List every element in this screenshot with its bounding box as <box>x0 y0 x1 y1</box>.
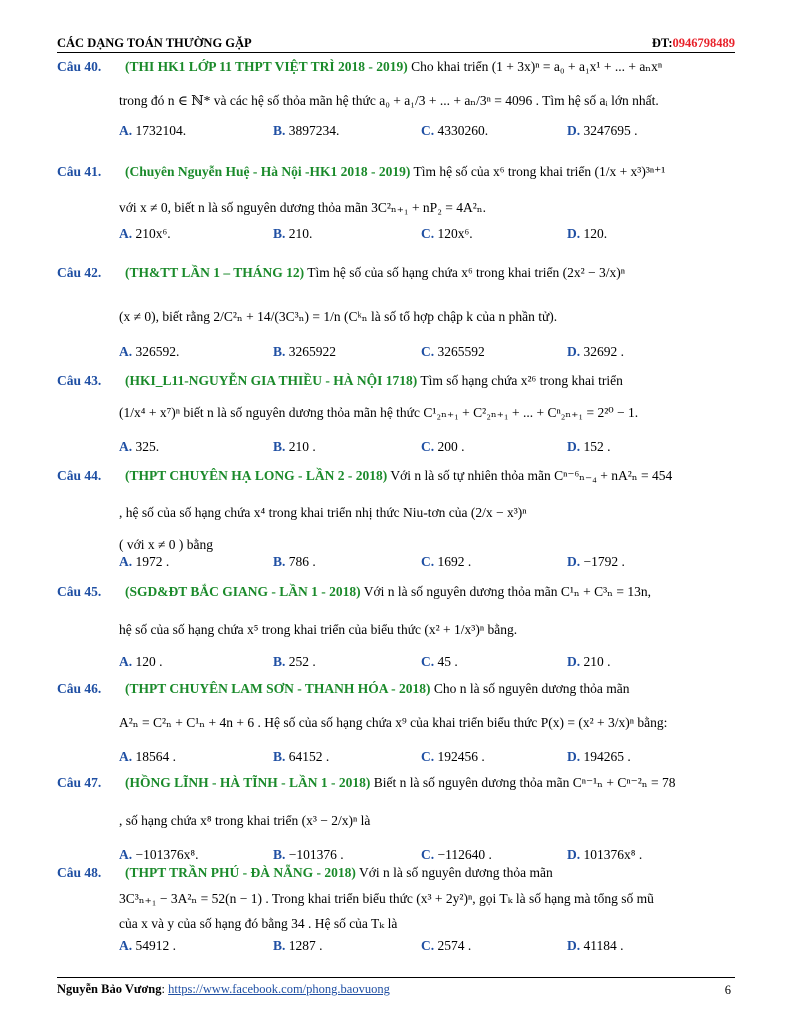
question-stem: (THPT CHUYÊN LAM SƠN - THANH HÓA - 2018) Cho n là số nguyên dương thỏa mãn <box>125 681 630 696</box>
question-number: Câu 48. <box>57 865 102 880</box>
question-source: (SGD&ĐT BẮC GIANG - LẦN 1 - 2018) <box>125 584 361 599</box>
question-stem: (THI HK1 LỚP 11 THPT VIỆT TRÌ 2018 - 2019) Cho khai triển (1 + 3x)ⁿ = a₀ + a₁x¹ + ... + aₙxⁿ <box>125 59 663 74</box>
option-d[interactable]: D. 120. <box>567 226 608 241</box>
question-stem-line: A²ₙ = C²ₙ + C¹ₙ + 4n + 6 . Hệ số của số hạng chứa x⁹ của khai triển biểu thức P(x) = (x² + 3/x)ⁿ bằng: <box>119 715 668 730</box>
header-title: CÁC DẠNG TOÁN THƯỜNG GẶP <box>57 36 252 50</box>
option-d[interactable]: D. 152 . <box>567 439 611 454</box>
question-number: Câu 42. <box>57 265 102 280</box>
option-c[interactable]: C. 120x⁶. <box>421 226 473 241</box>
question-source: (THPT TRẦN PHÚ - ĐÀ NẴNG - 2018) <box>125 865 356 880</box>
option-c[interactable]: C. −112640 . <box>421 847 492 862</box>
option-b[interactable]: B. −101376 . <box>273 847 344 862</box>
question-number: Câu 41. <box>57 164 102 179</box>
page-number: 6 <box>724 983 731 997</box>
question-stem-line: (1/x⁴ + x⁷)ⁿ biết n là số nguyên dương thỏa mãn hệ thức C¹₂ₙ₊₁ + C²₂ₙ₊₁ + ... + Cⁿ₂ₙ₊₁ = 2²⁰ − 1. <box>119 405 639 420</box>
question-source: (TH&TT LẦN 1 – THÁNG 12) <box>125 265 305 280</box>
question-source: (THPT CHUYÊN LAM SƠN - THANH HÓA - 2018) <box>125 681 431 696</box>
option-c[interactable]: C. 45 . <box>421 654 458 669</box>
option-d[interactable]: D. −1792 . <box>567 554 625 569</box>
option-b[interactable]: B. 786 . <box>273 554 316 569</box>
question-source: (Chuyên Nguyễn Huệ - Hà Nội -HK1 2018 - 2019) <box>125 164 411 179</box>
option-a[interactable]: A. 54912 . <box>119 938 176 953</box>
option-c[interactable]: C. 2574 . <box>421 938 472 953</box>
footer-link[interactable]: https://www.facebook.com/phong.baovuong <box>168 982 390 996</box>
option-a[interactable]: A. 1732104. <box>119 123 187 138</box>
option-c[interactable]: C. 192456 . <box>421 749 485 764</box>
option-d[interactable]: D. 32692 . <box>567 344 624 359</box>
option-a[interactable]: A. 210x⁶. <box>119 226 171 241</box>
question-source: (THPT CHUYÊN HẠ LONG - LẦN 2 - 2018) <box>125 468 388 483</box>
option-a[interactable]: A. 326592. <box>119 344 180 359</box>
question-stem-line: hệ số của số hạng chứa x⁵ trong khai triển của biểu thức (x² + 1/x³)ⁿ bằng. <box>119 622 518 637</box>
question-number: Câu 40. <box>57 59 102 74</box>
option-b[interactable]: B. 210 . <box>273 439 316 454</box>
option-b[interactable]: B. 210. <box>273 226 313 241</box>
question-stem: (HỒNG LĨNH - HÀ TĨNH - LẦN 1 - 2018) Biết n là số nguyên dương thỏa mãn Cⁿ⁻¹ₙ + Cⁿ⁻²ₙ = 78 <box>125 775 676 790</box>
question-number: Câu 47. <box>57 775 102 790</box>
option-b[interactable]: B. 1287 . <box>273 938 323 953</box>
question-stem: (THPT TRẦN PHÚ - ĐÀ NẴNG - 2018) Với n là số nguyên dương thỏa mãn <box>125 865 553 880</box>
option-c[interactable]: C. 1692 . <box>421 554 472 569</box>
question-number: Câu 46. <box>57 681 102 696</box>
option-a[interactable]: A. 120 . <box>119 654 163 669</box>
option-a[interactable]: A. 18564 . <box>119 749 176 764</box>
option-c[interactable]: C. 3265592 <box>421 344 485 359</box>
option-d[interactable]: D. 101376x⁸ . <box>567 847 643 862</box>
option-d[interactable]: D. 194265 . <box>567 749 631 764</box>
question-source: (HỒNG LĨNH - HÀ TĨNH - LẦN 1 - 2018) <box>125 775 371 790</box>
option-c[interactable]: C. 200 . <box>421 439 465 454</box>
question-source: (THI HK1 LỚP 11 THPT VIỆT TRÌ 2018 - 2019) <box>125 59 408 74</box>
option-a[interactable]: A. 325. <box>119 439 160 454</box>
page-header <box>57 34 735 53</box>
option-b[interactable]: B. 3897234. <box>273 123 340 138</box>
question-stem-line: , số hạng chứa x⁸ trong khai triển (x³ − 2/x)ⁿ là <box>119 813 371 828</box>
option-b[interactable]: B. 3265922 <box>273 344 337 359</box>
option-b[interactable]: B. 252 . <box>273 654 316 669</box>
question-stem-line: với x ≠ 0, biết n là số nguyên dương thỏa mãn 3C²ₙ₊₁ + nP₂ = 4A²ₙ. <box>119 200 487 215</box>
header-phone: ĐT:0946798489 <box>651 36 735 50</box>
option-b[interactable]: B. 64152 . <box>273 749 330 764</box>
question-stem: (Chuyên Nguyễn Huệ - Hà Nội -HK1 2018 - 2019) Tìm hệ số của x⁶ trong khai triển (1/x + x³)³ⁿ⁺¹ <box>125 164 666 179</box>
question-stem-line: 3C³ₙ₊₁ − 3A²ₙ = 52(n − 1) . Trong khai triển biểu thức (x³ + 2y²)ⁿ, gọi Tₖ là số hạng mà tổng số mũ <box>119 891 654 906</box>
option-c[interactable]: C. 4330260. <box>421 123 489 138</box>
option-a[interactable]: A. 1972 . <box>119 554 170 569</box>
question-stem: (THPT CHUYÊN HẠ LONG - LẦN 2 - 2018) Với n là số tự nhiên thỏa mãn Cⁿ⁻⁶ₙ₋₄ + nA²ₙ = 454 <box>125 468 673 483</box>
question-stem: (HKI_L11-NGUYỄN GIA THIỀU - HÀ NỘI 1718) Tìm số hạng chứa x²⁶ trong khai triển <box>125 373 623 388</box>
option-d[interactable]: D. 41184 . <box>567 938 624 953</box>
option-a[interactable]: A. −101376x⁸. <box>119 847 199 862</box>
question-stem-line: , hệ số của số hạng chứa x⁴ trong khai triển nhị thức Niu-tơn của (2/x − x³)ⁿ <box>119 505 527 520</box>
page-footer: Nguyễn Bảo Vương: https://www.facebook.com/phong.baovuong 6 <box>57 977 735 997</box>
question-stem: (SGD&ĐT BẮC GIANG - LẦN 1 - 2018) Với n là số nguyên dương thỏa mãn C¹ₙ + C³ₙ = 13n, <box>125 584 651 599</box>
option-d[interactable]: D. 210 . <box>567 654 611 669</box>
question-number: Câu 43. <box>57 373 102 388</box>
question-stem-line: (x ≠ 0), biết rằng 2/C²ₙ + 14/(3C³ₙ) = 1/n (Cᵏₙ là số tổ hợp chập k của n phần tử). <box>119 309 558 324</box>
footer-author: Nguyễn Bảo Vương <box>57 982 162 996</box>
question-stem: (TH&TT LẦN 1 – THÁNG 12) Tìm hệ số của số hạng chứa x⁶ trong khai triển (2x² − 3/x)ⁿ <box>125 265 626 280</box>
option-d[interactable]: D. 3247695 . <box>567 123 638 138</box>
question-stem-line: trong đó n ∈ ℕ* và các hệ số thỏa mãn hệ thức a₀ + a₁/3 + ... + aₙ/3ⁿ = 4096 . Tìm hệ số aᵢ lớn nhất. <box>119 93 659 108</box>
question-number: Câu 45. <box>57 584 102 599</box>
question-source: (HKI_L11-NGUYỄN GIA THIỀU - HÀ NỘI 1718) <box>125 373 418 388</box>
question-stem-line: ( với x ≠ 0 ) bằng <box>119 537 214 552</box>
question-number: Câu 44. <box>57 468 102 483</box>
question-stem-line: của x và y của số hạng đó bằng 34 . Hệ số của Tₖ là <box>119 916 398 931</box>
